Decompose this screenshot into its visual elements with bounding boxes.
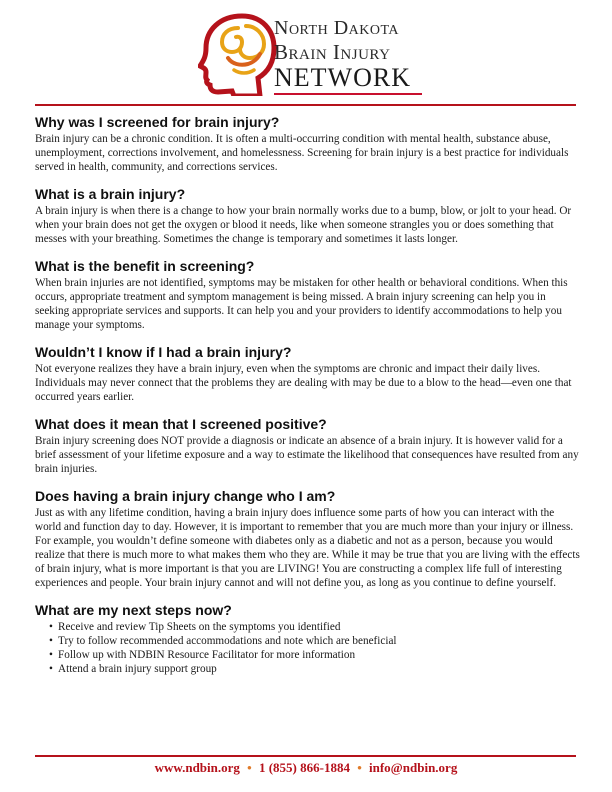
section-next-steps — [35, 602, 580, 676]
list-item-text: Attend a brain injury support group — [58, 663, 217, 675]
document-body — [35, 114, 580, 688]
list-item — [49, 648, 580, 662]
org-name-line1: North Dakota — [274, 17, 400, 39]
head-profile-brain-logo-icon — [198, 12, 280, 96]
list-item — [49, 662, 580, 676]
section-heading: Why was I screened for brain injury? — [35, 114, 280, 130]
separator-dot: • — [357, 760, 362, 775]
org-name-line2: Brain Injury — [274, 40, 391, 64]
header — [0, 0, 612, 104]
section-body: Not everyone realizes they have a brain injury, even when the symptoms are chronic and impact their daily lives. Individuals may never connect that the problems they are dealing with may be due to a blow to the head—even one that occurred years earlier. — [35, 363, 572, 403]
section-heading: What does it mean that I screened positive? — [35, 416, 327, 432]
email-link[interactable]: info@ndbin.org — [369, 760, 458, 775]
section-body: A brain injury is when there is a change to how your brain normally works due to a bump, blow, or jolt to your head. Or when your brain does not get the oxygen or blood it needs, like when someone strangles you or does something that messes with your breathing. Sometimes the change is temporary and sometimes it lasts longer. — [35, 205, 572, 245]
footer-contact — [0, 760, 612, 776]
section-heading: Wouldn’t I know if I had a brain injury? — [35, 344, 292, 360]
footer-divider — [35, 755, 576, 757]
section-heading: What is a brain injury? — [35, 186, 186, 202]
section-what-is-brain-injury — [35, 186, 580, 246]
section-heading: Does having a brain injury change who I am? — [35, 488, 336, 504]
section-change-who-i-am — [35, 488, 580, 590]
section-wouldnt-i-know — [35, 344, 580, 404]
bullet-icon: • — [49, 649, 53, 661]
list-item-text: Receive and review Tip Sheets on the symptoms you identified — [58, 621, 341, 633]
bullet-icon: • — [49, 663, 53, 675]
next-steps-list — [35, 620, 580, 676]
section-body: Brain injury can be a chronic condition. It is often a multi-occurring condition with mental health, substance abuse, unemployment, corrections involvement, and homelessness. Screening for brain injury is a best practice for individuals served in health, community, and corrections services. — [35, 133, 569, 173]
list-item-text: Try to follow recommended accommodations and note which are beneficial — [58, 635, 397, 647]
section-heading: What are my next steps now? — [35, 602, 232, 618]
bullet-icon: • — [49, 621, 53, 633]
separator-dot: • — [247, 760, 252, 775]
website-link[interactable]: www.ndbin.org — [154, 760, 240, 775]
section-body: When brain injuries are not identified, symptoms may be mistaken for other health or behavioral conditions. When this occurs, appropriate treatment and symptom management is being missed. A brain injury screening can help you in seeking appropriate services and supports. It can help you and your providers to identify accommodations to help you manage your symptoms. — [35, 277, 568, 331]
org-name — [274, 18, 474, 95]
section-body: Just as with any lifetime condition, having a brain injury does influence some parts of how you can interact with the world and function day to day. However, it is important to remember that you are much more than your injury or illness. For example, you wouldn’t define someone with diabetes only as a diabetic and not as a person, because you would realize that there is much more to what makes them who they are. While it may be true that you are living with the effects of brain injury, what is more important is that you are LIVING! You are constructing a complex life full of interesting experiences and people. Your brain injury cannot and will not define you, as long as you continue to define yourself. — [35, 507, 580, 589]
bullet-icon: • — [49, 635, 53, 647]
list-item-text: Follow up with NDBIN Resource Facilitator for more information — [58, 649, 356, 661]
header-divider — [35, 104, 576, 106]
section-why-screened — [35, 114, 580, 174]
list-item — [49, 634, 580, 648]
section-screened-positive — [35, 416, 580, 476]
section-benefit-screening — [35, 258, 580, 332]
phone-number[interactable]: 1 (855) 866-1884 — [258, 760, 350, 775]
org-name-line3: NETWORK — [274, 65, 422, 95]
section-heading: What is the benefit in screening? — [35, 258, 255, 274]
list-item — [49, 620, 580, 634]
section-body: Brain injury screening does NOT provide a diagnosis or indicate an absence of a brain injury. It is however valid for a brief assessment of your lifetime exposure and a way to estimate the likelihood that consequences have resulted from any brain injuries. — [35, 435, 579, 475]
